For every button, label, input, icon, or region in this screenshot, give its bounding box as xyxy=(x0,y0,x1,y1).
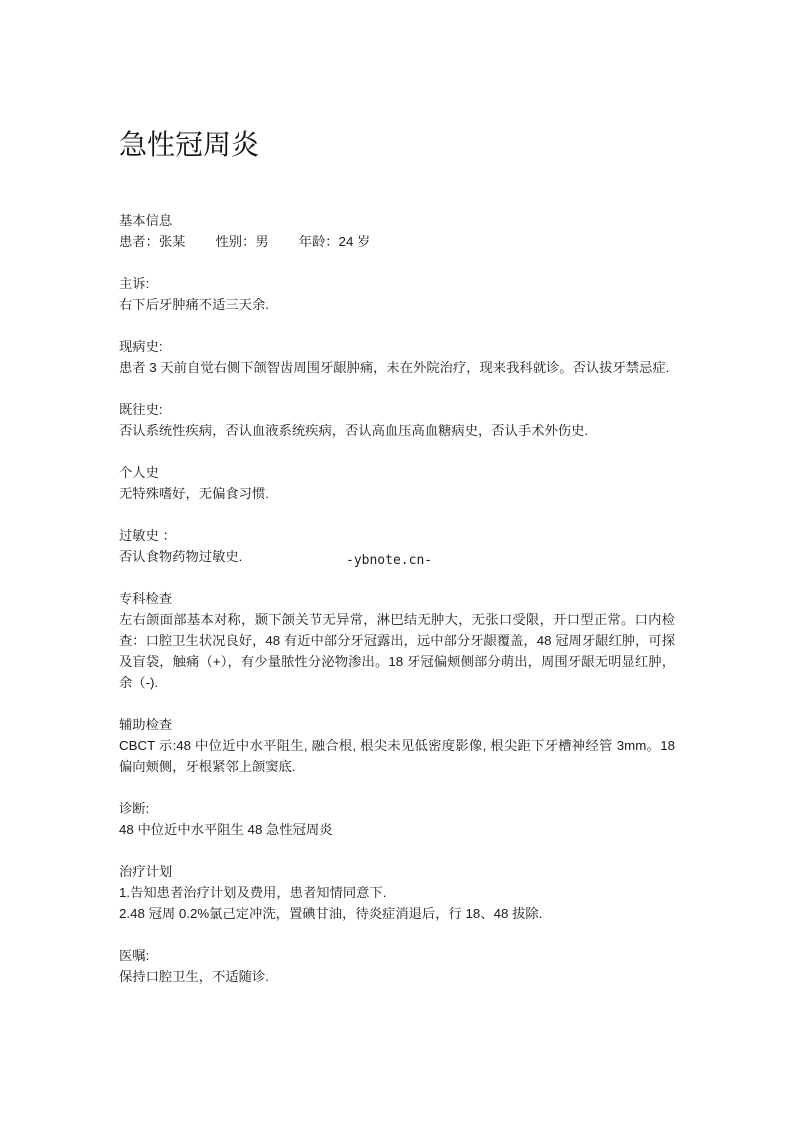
patient-info-line xyxy=(119,231,675,252)
section-heading: 基本信息 xyxy=(119,213,173,228)
section-text: 1.告知患者治疗计划及费用，患者知情同意下. xyxy=(119,885,387,900)
basic-info-section xyxy=(119,210,675,252)
patient-gender: 性别：男 xyxy=(215,234,269,249)
present-illness-section xyxy=(119,336,675,378)
patient-name: 患者：张某 xyxy=(119,234,186,249)
section-text: 无特殊嗜好，无偏食习惯. xyxy=(119,486,269,501)
specialist-exam-section xyxy=(119,588,675,693)
document-title: 急性冠周炎 xyxy=(119,129,260,160)
section-heading: 专科检查 xyxy=(119,591,173,606)
section-heading: 治疗计划 xyxy=(119,864,173,879)
section-heading: 个人史 xyxy=(119,465,159,480)
medical-advice-section xyxy=(119,945,675,987)
section-text: 保持口腔卫生，不适随诊. xyxy=(119,969,269,984)
section-text: CBCT 示:48 中位近中水平阻生, 融合根, 根尖未见低密度影像, 根尖距下牙槽神经管 3mm。18 偏向颊侧，牙根紧邻上颌窦底. xyxy=(119,738,675,774)
section-heading: 主诉: xyxy=(119,276,150,291)
section-text: 患者 3 天前自觉右侧下颌智齿周围牙龈肿痛，未在外院治疗，现来我科就诊。否认拔牙禁忌症. xyxy=(119,360,670,375)
auxiliary-exam-section xyxy=(119,714,675,777)
medical-record xyxy=(119,210,675,1008)
section-heading: 诊断: xyxy=(119,801,150,816)
section-text: 否认食物药物过敏史. xyxy=(119,549,243,564)
section-text: 否认系统性疾病，否认血液系统疾病，否认高血压高血糖病史，否认手术外伤史. xyxy=(119,423,589,438)
chief-complaint-section xyxy=(119,273,675,315)
section-heading: 医嘱: xyxy=(119,948,150,963)
personal-history-section xyxy=(119,462,675,504)
patient-age: 年龄：24 岁 xyxy=(298,234,371,249)
section-text: 2.48 冠周 0.2%氯己定冲洗，置碘甘油，待炎症消退后，行 18、48 拔除. xyxy=(119,906,543,921)
section-text: 48 中位近中水平阻生 48 急性冠周炎 xyxy=(119,822,333,837)
section-heading: 过敏史 ： xyxy=(119,528,176,543)
diagnosis-section xyxy=(119,798,675,840)
section-heading: 辅助检查 xyxy=(119,717,173,732)
section-heading: 既往史: xyxy=(119,402,163,417)
watermark: -ybnote.cn- xyxy=(346,553,433,568)
section-text: 左右颌面部基本对称，颞下颌关节无异常，淋巴结无肿大，无张口受限，开口型正常。口内检查：口腔卫生状况良好，48 有近中部分牙冠露出，远中部分牙龈覆盖，48 冠周牙龈红肿，可探及盲袋，触痛（+），有少量脓性分泌物渗出。18 牙冠偏颊侧部分萌出，周围牙龈无明显红肿，余（-). xyxy=(119,612,675,690)
section-heading: 现病史: xyxy=(119,339,163,354)
past-history-section xyxy=(119,399,675,441)
section-text: 右下后牙肿痛不适三天余. xyxy=(119,297,269,312)
treatment-plan-section xyxy=(119,861,675,924)
